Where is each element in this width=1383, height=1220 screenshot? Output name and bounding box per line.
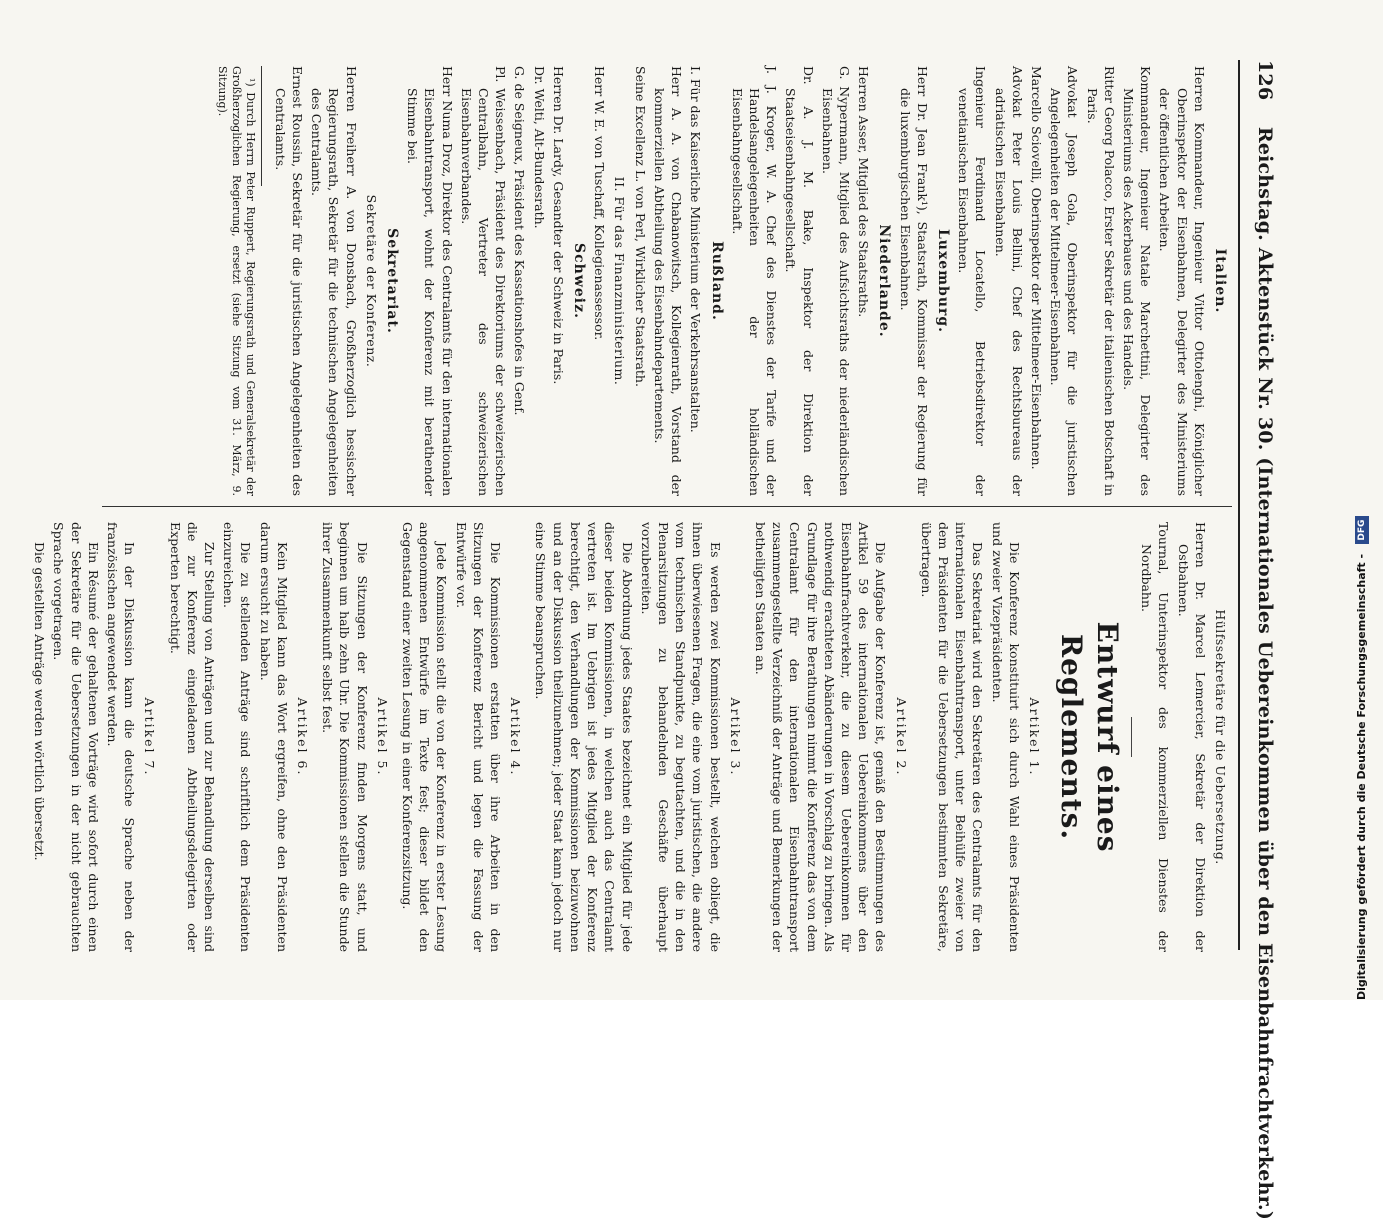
- list-entry: Ernest Roussin, Sekretär für die juristischen Angelegenheiten des Centralamts.: [272, 66, 306, 496]
- article-paragraph: Die Sitzungen der Konferenz finden Morgens statt, und beginnen um halb zehn Uhr. Die Kommissionen stellen die Stunde ihrer Zusammenkunft selbst fest.: [320, 522, 370, 952]
- article-paragraph: Die zu stellenden Anträge sind schriftlich dem Präsidenten einzureichen.: [221, 522, 254, 952]
- article-heading: Artikel 6.: [295, 697, 311, 777]
- side-credit-text: Digitalisierung gefördert durch die Deutsche Forschungsgemeinschaft -: [1355, 553, 1368, 1000]
- helpers-list: [1138, 522, 1209, 952]
- list-entry: Herren Freiherr A. von Donsbach, Großherzoglich hessischer Regierungsrath, Sekretär für die technischen Angelegenheiten des Centralamts.: [309, 66, 359, 496]
- article-heading: Artikel 3.: [727, 697, 743, 777]
- list-entry: Dr. A. J. M. Bake, Inspektor der Direktion der Staatseisenbahngesellschaft.: [783, 66, 816, 496]
- list-entry: Herren Asser, Mitglied des Staatsraths.: [856, 66, 872, 318]
- column-divider: [102, 506, 1232, 507]
- footnote-rule: [261, 66, 262, 186]
- short-rule: [1131, 717, 1132, 757]
- running-head: [1246, 60, 1276, 1220]
- list-entry: Ritter Georg Polacco, Erster Sekretär der italienischen Botschaft in Paris.: [1084, 66, 1117, 496]
- article-paragraph: Die gestellten Anträge werden wörtlich übersetzt.: [32, 542, 48, 861]
- left-column: [215, 66, 1232, 496]
- section-heading-luxemburg: Luxemburg.: [934, 228, 951, 334]
- list-entry: Marcello Sciovelli, Oberinspektor der Mittelmeer-Eisenbahnen.: [1028, 66, 1044, 470]
- article-heading: Artikel 7.: [142, 697, 158, 777]
- article-paragraph: Jede Kommission stellt die von der Konferenz in erster Lesung angenommenen Entwürfe im Texte fest; dieser bildet den Gegenstand einer zweiten Lesung in einer Konferenzsitzung.: [400, 522, 450, 952]
- section-heading-sekretariat: Sekretariat.: [384, 228, 401, 334]
- russland-two-lead-list: [632, 66, 649, 496]
- list-entry: Herren Dr. Lardy, Gesandter der Schweiz in Paris.: [550, 66, 566, 385]
- section-heading-schweiz: Schweiz.: [571, 243, 588, 319]
- russland-subheading-one: I. Für das Kaiserliche Ministerium der Verkehrsanstalten.: [688, 66, 704, 433]
- article-paragraph: In der Diskussion kann die deutsche Sprache neben der französischen angewendet werden.: [105, 522, 138, 952]
- article-paragraph: Es werden zwei Kommissionen bestellt, welchen obliegt, die ihnen überwiesenen Fragen, die eine vom juristischen, die andere vom technischen Standpunkte, zu begutachten, und die in den Plenarsitzungen zu behandelnden Geschäfte überhaupt vorzubereiten.: [638, 522, 723, 952]
- article-paragraph: Ein Résumé der gehaltenen Vorträge wird sofort durch einen der Sekretäre für die Uebersetzungen in der nicht gebrauchten Sprache vorgetragen.: [51, 522, 101, 952]
- side-credit: [1350, 0, 1374, 1000]
- article-heading: Artikel 5.: [374, 697, 390, 777]
- header-rule: [1238, 60, 1240, 950]
- luxemburg-list: [896, 66, 930, 496]
- list-entry: Herr A. A. von Chabanowitsch, Kollegienrath, Vorstand der kommerziellen Abtheilung des Eisenbahndepartements.: [651, 66, 685, 496]
- article-heading: Artikel 2.: [893, 697, 909, 777]
- section-heading-russland: Rußland.: [708, 241, 725, 321]
- article-paragraph: Die Aufgabe der Konferenz ist, gemäß den Bestimmungen des Artikel 59 des internationalen Uebereinkommens über den Eisenbahnfrachtverkehr, die zu diesem Uebereinkommen für nothwendig erachteten Abänderungen in Vorschlag zu bringen. Als Grundlage für ihre Berathungen nimmt die Konferenz das von dem Centralamt für den internationalen Eisenbahntransport zusammengestellte Verzeichniß der Anträge und Bemerkungen der betheiligten Staaten an.: [752, 522, 889, 952]
- list-entry: Herr Numa Droz, Direktor des Centralamts für den internationalen Eisenbahntransport, wohnt der Konferenz mit berathender Stimme bei.: [405, 66, 455, 496]
- italien-list: [955, 66, 1208, 496]
- list-entry: Kommandeur, Ingenieur Natale Marchettini, Delegirter des Ministeriums des Ackerbaues und des Handels.: [1120, 66, 1154, 496]
- schweiz-list: [404, 66, 567, 496]
- article-paragraph: Die Konferenz konstituirt sich durch Wahl eines Präsidenten und zweier Vizepräsidenten.: [989, 522, 1022, 952]
- helpers-subheading: Hülfssekretäre für die Uebersetzung.: [1213, 609, 1228, 865]
- footnote: ¹) Durch Herrn Peter Ruppert, Regierungsrath und Generalsekretär der Großherzoglichen Regierung, ersetzt (siehe Sitzung vom 31. März, 9. Sitzung).: [215, 66, 257, 496]
- list-entry: G. Nypermann, Mitglied des Aufsichtsraths der niederländischen Eisenbahnen.: [819, 66, 852, 496]
- main-heading: Entwurf eines Reglements.: [1054, 621, 1124, 853]
- article-paragraph: Zur Stellung von Anträgen und zur Behandlung derselben sind die zur Konferenz eingeladenen Abtheilungsdelegirten oder Experten berechtigt.: [167, 522, 218, 952]
- list-entry: J. J. Kroger, W. A. Chef des Dienstes der Tarife und der Handelsangelegenheiten der holländischen Eisenbahngesellschaft.: [729, 66, 780, 496]
- dfg-logo: DFG: [1355, 516, 1369, 544]
- list-entry: Herr Dr. Jean Frank¹), Staatsrath, Kommissar der Regierung für die luxemburgischen Eisenbahnen.: [897, 66, 930, 496]
- russland-subheading-two: II. Für das Finanzministerium.: [612, 176, 628, 386]
- page-number: 126: [1254, 60, 1276, 101]
- sekretariat-subheading: Sekretäre der Konferenz.: [363, 194, 379, 368]
- list-entry: Herren Kommandeur, Ingenieur Vittor Ottolenghi, Königlicher Oberinspektor der Eisenbahnen, Delegirter des Ministeriums der öffentlichen Arbeiten.: [1157, 66, 1207, 496]
- list-entry: Dr. Welti, Alt-Bundesrath.: [531, 66, 547, 229]
- list-entry: Seine Excellenz L. von Perl, Wirklicher Staatsrath.: [632, 66, 648, 387]
- list-entry: Pl. Weissenbach, Präsident des Direktoriums der schweizerischen Centralbahn, Vertreter des schweizerischen Eisenbahnverbandes.: [458, 66, 509, 496]
- section-heading-niederlande: Niederlande.: [876, 224, 893, 338]
- article-paragraph: Kein Mitglied kann das Wort ergreifen, ohne den Präsidenten darum ersucht zu haben.: [257, 522, 290, 952]
- section-heading-italien: Italien.: [1212, 248, 1228, 314]
- article-paragraph: Das Sekretariat wird den Sekretären des Centralamts für den internationalen Eisenbahntransport, unter Beihülfe zweier von dem Präsidenten für die Uebersetzungen bestimmten Sekretäre, übertragen.: [918, 522, 986, 952]
- sekretariat-list: [272, 66, 360, 496]
- russland-one-list: [651, 66, 685, 496]
- right-column: [29, 522, 1232, 952]
- list-entry: Advokat Joseph Gola, Oberinspektor für die juristischen Angelegenheiten der Mittelmeer-Eisenbahnen.: [1048, 66, 1081, 496]
- article-paragraph: Die Kommissionen erstatten über ihre Arbeiten in den Sitzungen der Konferenz Bericht und legen die Fassung der Entwürfe vor.: [453, 522, 504, 952]
- list-entry: Tournal, Unterinspektor des kommerziellen Dienstes der Nordbahn.: [1139, 522, 1172, 952]
- list-entry: Ingenieur Ferdinand Locatello, Betriebsdirektor der venetianischen Eisenbahnen.: [956, 66, 989, 496]
- article-heading: Artikel 1.: [1026, 697, 1042, 777]
- list-entry: Herren Dr. Marcel Lemercier, Sekretär der Direktion der Ostbahnen.: [1175, 522, 1208, 952]
- niederlande-list: [729, 66, 873, 496]
- list-entry: Herr W. E. von Tuschaff, Kollegienassessor.: [592, 66, 608, 341]
- running-head-title: Reichstag. Aktenstück Nr. 30. (Internationales Uebereinkommen über den Eisenbahnfrachtverkehr.): [1254, 126, 1276, 1220]
- list-entry: G. de Seigneux, Präsident des Kassationshofes in Genf.: [512, 66, 528, 416]
- russland-two-list: [591, 66, 608, 496]
- list-entry: Advokat Peter Louis Bellini, Chef des Rechtsbureaus der adriatischen Eisenbahnen.: [992, 66, 1025, 496]
- article-paragraph: Die Abordnung jedes Staates bezeichnet ein Mitglied für jede dieser beiden Kommissionen, in welchen auch das Centralamt vertreten ist. Im Uebrigen ist jedes Mitglied der Konferenz berechtigt, den Verhandlungen der Kommissionen beizuwohnen und an der Diskussion theilzunehmen; jeder Staat kann jedoch nur eine Stimme beanspruchen.: [533, 522, 635, 952]
- articles-list: [31, 522, 1043, 952]
- article-heading: Artikel 4.: [508, 697, 524, 777]
